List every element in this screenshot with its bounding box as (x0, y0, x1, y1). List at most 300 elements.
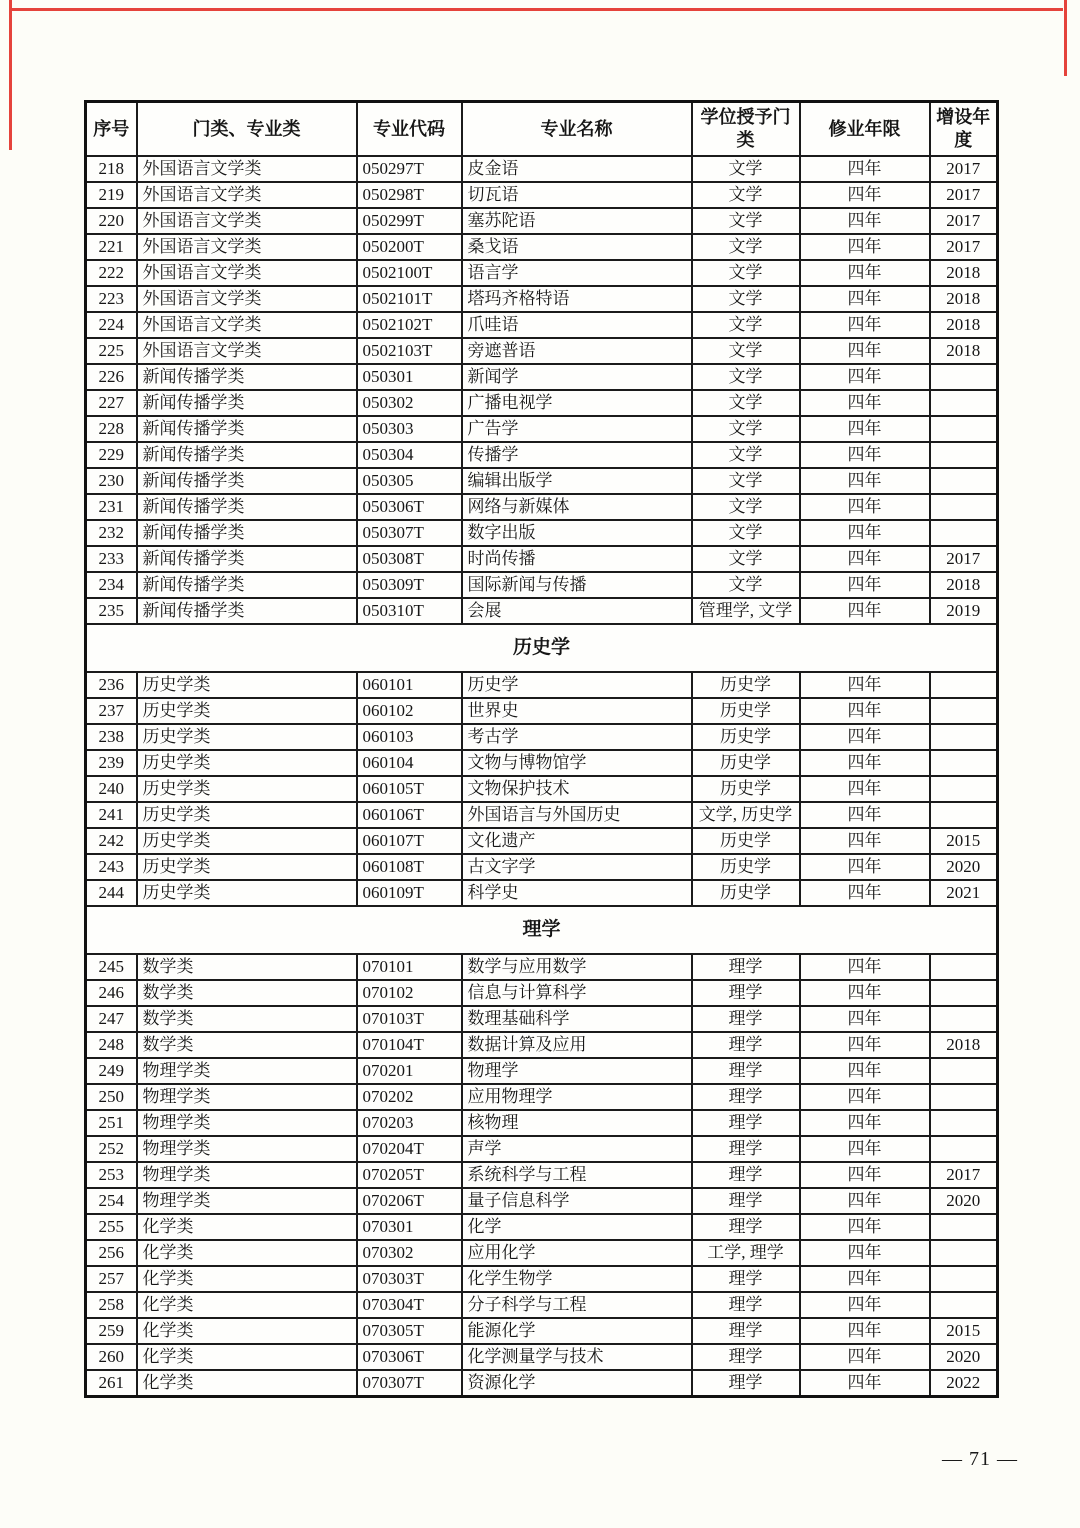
cell-no: 251 (86, 1110, 137, 1136)
cell-name: 塔玛齐格特语 (462, 286, 692, 312)
cell-year_added: 2019 (930, 598, 998, 624)
column-header: 门类、专业类 (137, 102, 357, 157)
cell-degree: 文学 (692, 286, 800, 312)
cell-name: 外国语言与外国历史 (462, 802, 692, 828)
cell-degree: 理学 (692, 1032, 800, 1058)
header-row (86, 102, 998, 157)
cell-year_added (930, 1058, 998, 1084)
cell-category: 化学类 (137, 1240, 357, 1266)
cell-degree: 理学 (692, 1292, 800, 1318)
cell-name: 物理学 (462, 1058, 692, 1084)
cell-degree: 文学 (692, 338, 800, 364)
cell-degree: 历史学 (692, 724, 800, 750)
cell-code: 060106T (357, 802, 462, 828)
cell-category: 物理学类 (137, 1136, 357, 1162)
cell-name: 资源化学 (462, 1370, 692, 1397)
cell-no: 231 (86, 494, 137, 520)
cell-years: 四年 (800, 208, 930, 234)
cell-name: 编辑出版学 (462, 468, 692, 494)
cell-name: 应用化学 (462, 1240, 692, 1266)
cell-name: 分子科学与工程 (462, 1292, 692, 1318)
cell-code: 070206T (357, 1188, 462, 1214)
cell-degree: 文学 (692, 364, 800, 390)
cell-years: 四年 (800, 234, 930, 260)
cell-year_added: 2017 (930, 182, 998, 208)
cell-no: 248 (86, 1032, 137, 1058)
cell-year_added (930, 1110, 998, 1136)
cell-category: 新闻传播学类 (137, 390, 357, 416)
cell-degree: 文学 (692, 520, 800, 546)
table-row (86, 776, 998, 802)
cell-name: 核物理 (462, 1110, 692, 1136)
cell-code: 0502102T (357, 312, 462, 338)
cell-no: 222 (86, 260, 137, 286)
cell-code: 0502101T (357, 286, 462, 312)
cell-year_added (930, 724, 998, 750)
cell-name: 爪哇语 (462, 312, 692, 338)
cell-name: 量子信息科学 (462, 1188, 692, 1214)
cell-code: 060109T (357, 880, 462, 906)
cell-code: 050308T (357, 546, 462, 572)
cell-years: 四年 (800, 260, 930, 286)
cell-degree: 理学 (692, 1110, 800, 1136)
cell-years: 四年 (800, 1162, 930, 1188)
cell-year_added: 2020 (930, 1344, 998, 1370)
cell-year_added (930, 802, 998, 828)
cell-code: 070203 (357, 1110, 462, 1136)
cell-no: 257 (86, 1266, 137, 1292)
cell-code: 060104 (357, 750, 462, 776)
cell-category: 物理学类 (137, 1188, 357, 1214)
cell-year_added: 2021 (930, 880, 998, 906)
cell-no: 254 (86, 1188, 137, 1214)
cell-name: 网络与新媒体 (462, 494, 692, 520)
cell-name: 文化遗产 (462, 828, 692, 854)
cell-category: 物理学类 (137, 1084, 357, 1110)
table-row (86, 416, 998, 442)
cell-no: 238 (86, 724, 137, 750)
cell-name: 会展 (462, 598, 692, 624)
cell-name: 切瓦语 (462, 182, 692, 208)
cell-degree: 文学 (692, 572, 800, 598)
cell-no: 249 (86, 1058, 137, 1084)
table-body (86, 156, 998, 1397)
cell-code: 070304T (357, 1292, 462, 1318)
cell-degree: 历史学 (692, 880, 800, 906)
cell-years: 四年 (800, 1110, 930, 1136)
table-row (86, 1058, 998, 1084)
cell-years: 四年 (800, 572, 930, 598)
cell-degree: 理学 (692, 980, 800, 1006)
cell-no: 223 (86, 286, 137, 312)
cell-category: 外国语言文学类 (137, 260, 357, 286)
cell-no: 230 (86, 468, 137, 494)
cell-code: 0502100T (357, 260, 462, 286)
cell-code: 050304 (357, 442, 462, 468)
table-row (86, 1292, 998, 1318)
cell-years: 四年 (800, 416, 930, 442)
cell-category: 外国语言文学类 (137, 338, 357, 364)
cell-code: 050298T (357, 182, 462, 208)
cell-degree: 理学 (692, 1058, 800, 1084)
cell-no: 241 (86, 802, 137, 828)
cell-year_added (930, 1006, 998, 1032)
cell-year_added: 2022 (930, 1370, 998, 1397)
cell-code: 060107T (357, 828, 462, 854)
cell-category: 数学类 (137, 954, 357, 980)
column-header: 专业代码 (357, 102, 462, 157)
cell-no: 221 (86, 234, 137, 260)
cell-name: 桑戈语 (462, 234, 692, 260)
cell-degree: 历史学 (692, 750, 800, 776)
cell-no: 246 (86, 980, 137, 1006)
cell-degree: 理学 (692, 1136, 800, 1162)
cell-code: 050309T (357, 572, 462, 598)
table-row (86, 1370, 998, 1397)
cell-no: 235 (86, 598, 137, 624)
cell-code: 050299T (357, 208, 462, 234)
column-header: 增设年度 (930, 102, 998, 157)
cell-category: 物理学类 (137, 1110, 357, 1136)
cell-years: 四年 (800, 546, 930, 572)
cell-year_added (930, 1266, 998, 1292)
cell-name: 化学测量学与技术 (462, 1344, 692, 1370)
cell-degree: 历史学 (692, 698, 800, 724)
cell-category: 历史学类 (137, 880, 357, 906)
cell-no: 229 (86, 442, 137, 468)
table-row (86, 182, 998, 208)
cell-code: 060108T (357, 854, 462, 880)
cell-degree: 理学 (692, 1214, 800, 1240)
cell-code: 070202 (357, 1084, 462, 1110)
cell-name: 国际新闻与传播 (462, 572, 692, 598)
cell-years: 四年 (800, 802, 930, 828)
cell-degree: 文学 (692, 208, 800, 234)
red-crop-mark-top (10, 8, 1063, 11)
cell-years: 四年 (800, 1188, 930, 1214)
cell-year_added (930, 750, 998, 776)
cell-year_added (930, 442, 998, 468)
table-row (86, 1006, 998, 1032)
cell-category: 历史学类 (137, 802, 357, 828)
cell-code: 050200T (357, 234, 462, 260)
cell-years: 四年 (800, 1266, 930, 1292)
cell-year_added: 2018 (930, 572, 998, 598)
cell-years: 四年 (800, 750, 930, 776)
cell-years: 四年 (800, 1032, 930, 1058)
cell-no: 224 (86, 312, 137, 338)
cell-year_added: 2017 (930, 208, 998, 234)
cell-no: 234 (86, 572, 137, 598)
cell-category: 数学类 (137, 1032, 357, 1058)
cell-years: 四年 (800, 1370, 930, 1397)
table-row (86, 390, 998, 416)
cell-year_added: 2017 (930, 1162, 998, 1188)
cell-category: 新闻传播学类 (137, 572, 357, 598)
cell-name: 能源化学 (462, 1318, 692, 1344)
table-row (86, 546, 998, 572)
cell-category: 物理学类 (137, 1058, 357, 1084)
cell-degree: 文学 (692, 156, 800, 182)
column-header: 修业年限 (800, 102, 930, 157)
cell-year_added: 2020 (930, 1188, 998, 1214)
cell-name: 广播电视学 (462, 390, 692, 416)
cell-degree: 文学 (692, 468, 800, 494)
cell-degree: 理学 (692, 1006, 800, 1032)
cell-no: 218 (86, 156, 137, 182)
cell-name: 系统科学与工程 (462, 1162, 692, 1188)
cell-years: 四年 (800, 156, 930, 182)
cell-year_added (930, 1084, 998, 1110)
cell-name: 旁遮普语 (462, 338, 692, 364)
cell-year_added: 2018 (930, 338, 998, 364)
cell-degree: 理学 (692, 1188, 800, 1214)
table-row (86, 1110, 998, 1136)
cell-code: 050303 (357, 416, 462, 442)
cell-no: 226 (86, 364, 137, 390)
cell-no: 219 (86, 182, 137, 208)
cell-year_added (930, 364, 998, 390)
cell-name: 考古学 (462, 724, 692, 750)
cell-category: 外国语言文学类 (137, 182, 357, 208)
column-header: 序号 (86, 102, 137, 157)
table-row (86, 572, 998, 598)
cell-year_added (930, 416, 998, 442)
cell-no: 227 (86, 390, 137, 416)
cell-name: 数据计算及应用 (462, 1032, 692, 1058)
cell-years: 四年 (800, 1006, 930, 1032)
cell-no: 247 (86, 1006, 137, 1032)
cell-name: 世界史 (462, 698, 692, 724)
cell-year_added (930, 468, 998, 494)
cell-no: 253 (86, 1162, 137, 1188)
table-row (86, 750, 998, 776)
table-row (86, 880, 998, 906)
cell-code: 050310T (357, 598, 462, 624)
cell-degree: 管理学, 文学 (692, 598, 800, 624)
cell-no: 244 (86, 880, 137, 906)
cell-year_added (930, 672, 998, 698)
cell-years: 四年 (800, 980, 930, 1006)
cell-years: 四年 (800, 598, 930, 624)
table-row (86, 312, 998, 338)
cell-degree: 工学, 理学 (692, 1240, 800, 1266)
cell-no: 242 (86, 828, 137, 854)
cell-category: 新闻传播学类 (137, 520, 357, 546)
cell-year_added (930, 698, 998, 724)
cell-no: 258 (86, 1292, 137, 1318)
cell-name: 应用物理学 (462, 1084, 692, 1110)
cell-code: 070104T (357, 1032, 462, 1058)
table-row (86, 468, 998, 494)
cell-category: 外国语言文学类 (137, 286, 357, 312)
cell-year_added: 2015 (930, 1318, 998, 1344)
cell-degree: 文学 (692, 416, 800, 442)
cell-code: 050305 (357, 468, 462, 494)
cell-category: 历史学类 (137, 724, 357, 750)
table-row (86, 1344, 998, 1370)
table-row (86, 1084, 998, 1110)
cell-category: 新闻传播学类 (137, 546, 357, 572)
table-row (86, 828, 998, 854)
cell-category: 外国语言文学类 (137, 312, 357, 338)
table-row (86, 338, 998, 364)
cell-degree: 理学 (692, 1084, 800, 1110)
table-row (86, 1266, 998, 1292)
cell-degree: 理学 (692, 954, 800, 980)
cell-category: 新闻传播学类 (137, 364, 357, 390)
cell-years: 四年 (800, 1318, 930, 1344)
cell-years: 四年 (800, 390, 930, 416)
cell-no: 239 (86, 750, 137, 776)
cell-name: 广告学 (462, 416, 692, 442)
cell-degree: 历史学 (692, 828, 800, 854)
cell-years: 四年 (800, 364, 930, 390)
cell-years: 四年 (800, 494, 930, 520)
cell-degree: 历史学 (692, 776, 800, 802)
cell-years: 四年 (800, 854, 930, 880)
table-row (86, 980, 998, 1006)
cell-year_added: 2018 (930, 286, 998, 312)
cell-category: 历史学类 (137, 698, 357, 724)
cell-code: 070103T (357, 1006, 462, 1032)
cell-code: 050302 (357, 390, 462, 416)
cell-years: 四年 (800, 724, 930, 750)
table-row (86, 286, 998, 312)
cell-code: 060103 (357, 724, 462, 750)
cell-years: 四年 (800, 1058, 930, 1084)
cell-no: 228 (86, 416, 137, 442)
cell-code: 060101 (357, 672, 462, 698)
cell-category: 新闻传播学类 (137, 494, 357, 520)
cell-year_added (930, 1214, 998, 1240)
cell-category: 历史学类 (137, 672, 357, 698)
cell-degree: 历史学 (692, 854, 800, 880)
cell-years: 四年 (800, 338, 930, 364)
cell-category: 外国语言文学类 (137, 156, 357, 182)
cell-degree: 文学 (692, 260, 800, 286)
cell-year_added: 2017 (930, 156, 998, 182)
cell-name: 语言学 (462, 260, 692, 286)
table-row (86, 1188, 998, 1214)
cell-name: 数字出版 (462, 520, 692, 546)
cell-years: 四年 (800, 880, 930, 906)
table-row (86, 698, 998, 724)
cell-category: 新闻传播学类 (137, 442, 357, 468)
cell-years: 四年 (800, 182, 930, 208)
table-row (86, 520, 998, 546)
cell-year_added: 2018 (930, 312, 998, 338)
cell-year_added (930, 1240, 998, 1266)
cell-degree: 文学, 历史学 (692, 802, 800, 828)
table-row (86, 1136, 998, 1162)
column-header: 学位授予门类 (692, 102, 800, 157)
cell-degree: 文学 (692, 234, 800, 260)
cell-name: 数理基础科学 (462, 1006, 692, 1032)
cell-year_added (930, 980, 998, 1006)
cell-years: 四年 (800, 954, 930, 980)
cell-category: 外国语言文学类 (137, 234, 357, 260)
table-row (86, 260, 998, 286)
cell-degree: 理学 (692, 1344, 800, 1370)
table-row (86, 1214, 998, 1240)
table-row (86, 208, 998, 234)
cell-no: 260 (86, 1344, 137, 1370)
table-row (86, 598, 998, 624)
cell-years: 四年 (800, 468, 930, 494)
cell-name: 新闻学 (462, 364, 692, 390)
table-row (86, 494, 998, 520)
cell-name: 时尚传播 (462, 546, 692, 572)
cell-years: 四年 (800, 672, 930, 698)
cell-year_added (930, 954, 998, 980)
cell-code: 070205T (357, 1162, 462, 1188)
cell-no: 243 (86, 854, 137, 880)
table-row (86, 1032, 998, 1058)
cell-category: 化学类 (137, 1214, 357, 1240)
cell-category: 新闻传播学类 (137, 598, 357, 624)
cell-code: 070306T (357, 1344, 462, 1370)
cell-degree: 理学 (692, 1266, 800, 1292)
cell-name: 信息与计算科学 (462, 980, 692, 1006)
cell-code: 060105T (357, 776, 462, 802)
cell-degree: 文学 (692, 546, 800, 572)
table-row (86, 1240, 998, 1266)
cell-degree: 文学 (692, 182, 800, 208)
cell-name: 历史学 (462, 672, 692, 698)
cell-year_added (930, 520, 998, 546)
cell-degree: 文学 (692, 494, 800, 520)
cell-code: 050306T (357, 494, 462, 520)
red-crop-mark-left (9, 0, 12, 150)
cell-category: 新闻传播学类 (137, 416, 357, 442)
majors-table (84, 100, 999, 1398)
cell-years: 四年 (800, 1084, 930, 1110)
cell-name: 传播学 (462, 442, 692, 468)
cell-code: 070201 (357, 1058, 462, 1084)
cell-year_added: 2017 (930, 234, 998, 260)
cell-code: 070101 (357, 954, 462, 980)
cell-name: 古文字学 (462, 854, 692, 880)
cell-years: 四年 (800, 1344, 930, 1370)
cell-degree: 文学 (692, 442, 800, 468)
cell-no: 261 (86, 1370, 137, 1397)
cell-no: 232 (86, 520, 137, 546)
table-row (86, 854, 998, 880)
cell-code: 070102 (357, 980, 462, 1006)
cell-years: 四年 (800, 1214, 930, 1240)
cell-name: 数学与应用数学 (462, 954, 692, 980)
cell-code: 070307T (357, 1370, 462, 1397)
table-row (86, 364, 998, 390)
cell-code: 050301 (357, 364, 462, 390)
cell-year_added (930, 390, 998, 416)
cell-degree: 理学 (692, 1370, 800, 1397)
cell-no: 240 (86, 776, 137, 802)
section-title-row (86, 906, 998, 954)
red-crop-mark-right (1064, 0, 1067, 76)
cell-category: 历史学类 (137, 854, 357, 880)
cell-year_added (930, 494, 998, 520)
table-header (86, 102, 998, 157)
cell-year_added (930, 776, 998, 802)
section-title: 历史学 (86, 624, 998, 672)
section-title: 理学 (86, 906, 998, 954)
table-row (86, 234, 998, 260)
table-row (86, 672, 998, 698)
cell-category: 历史学类 (137, 828, 357, 854)
page-number: — 71 — (942, 1448, 1018, 1470)
